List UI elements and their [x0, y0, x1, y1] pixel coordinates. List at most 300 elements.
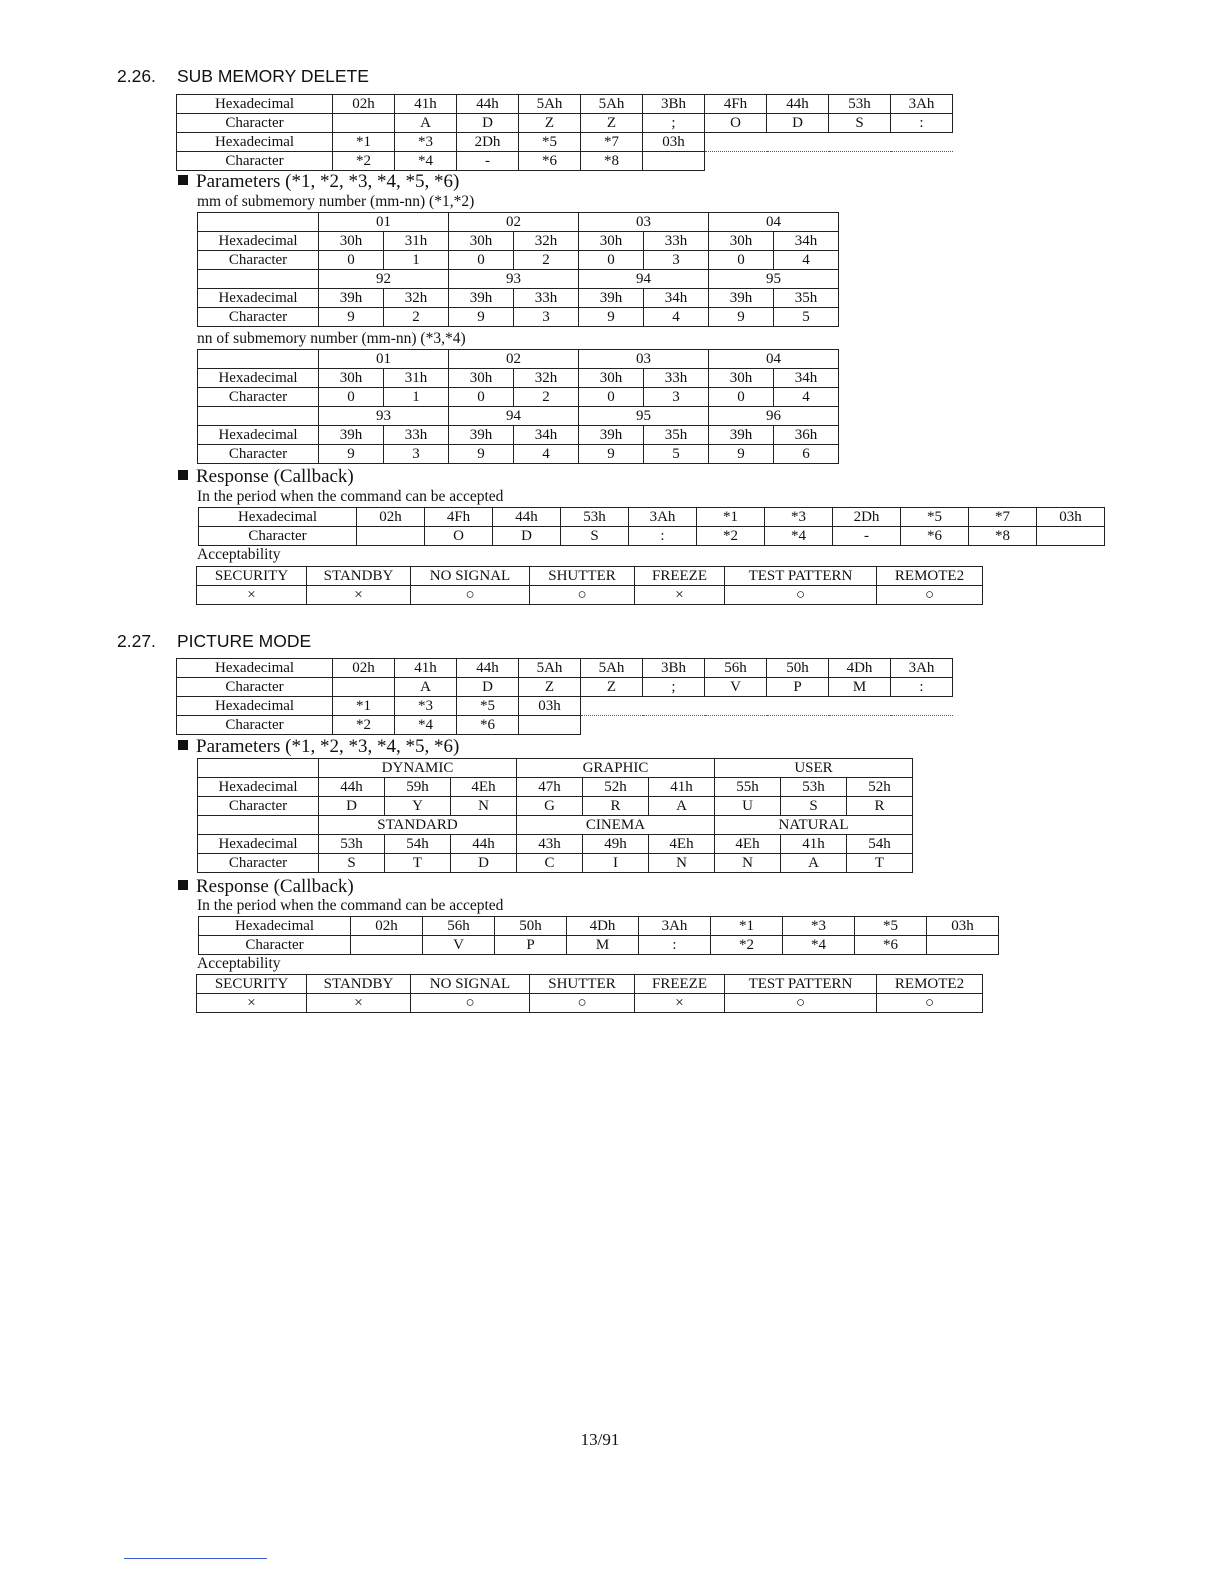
row-label: Hexadecimal: [198, 835, 319, 854]
group-label: 94: [579, 270, 709, 289]
table-cell: *3: [395, 697, 457, 716]
table-cell: 43h: [517, 835, 583, 854]
table-cell: N: [649, 854, 715, 873]
table-cell: 3Ah: [629, 508, 697, 527]
table-cell: 02h: [357, 508, 425, 527]
empty-cell: [198, 407, 319, 426]
table-cell: 32h: [514, 232, 579, 251]
group-label: 02: [449, 213, 579, 232]
table-cell: [351, 936, 423, 955]
empty-cell: [643, 697, 705, 716]
table-cell: *2: [697, 527, 765, 546]
empty-cell: [705, 133, 767, 152]
acceptability-header: SHUTTER: [530, 567, 635, 586]
row-label: Hexadecimal: [198, 426, 319, 445]
acceptability-caption: Acceptability: [197, 546, 281, 563]
acceptability-header: TEST PATTERN: [725, 567, 877, 586]
table-cell: *4: [765, 527, 833, 546]
table-cell: Z: [519, 678, 581, 697]
table-cell: 41h: [781, 835, 847, 854]
table-cell: N: [715, 854, 781, 873]
table-cell: 30h: [579, 232, 644, 251]
group-label: 03: [579, 350, 709, 369]
table-cell: 3Bh: [643, 95, 705, 114]
table-cell: T: [385, 854, 451, 873]
table-cell: 31h: [384, 369, 449, 388]
response-table: [198, 507, 1105, 546]
section-title-sub-memory-delete: [117, 66, 369, 87]
table-cell: R: [847, 797, 913, 816]
response-caption: In the period when the command can be accepted: [197, 488, 504, 505]
table-cell: Z: [581, 114, 643, 133]
empty-cell: [829, 133, 891, 152]
table-cell: 56h: [705, 659, 767, 678]
table-row: [199, 936, 999, 955]
acceptability-header: TEST PATTERN: [725, 975, 877, 994]
table-cell: [519, 716, 581, 735]
bullet-square-icon: [178, 175, 188, 185]
table-cell: Z: [519, 114, 581, 133]
table-cell: 5: [774, 308, 839, 327]
table-cell: V: [705, 678, 767, 697]
row-label: Character: [198, 854, 319, 873]
table-cell: :: [639, 936, 711, 955]
group-label: DYNAMIC: [319, 759, 517, 778]
group-label: 04: [709, 350, 839, 369]
table-cell: Y: [385, 797, 451, 816]
table-cell: 9: [319, 308, 384, 327]
group-label: 94: [449, 407, 579, 426]
acceptability-mark: ○: [411, 586, 530, 605]
table-cell: V: [423, 936, 495, 955]
table-cell: P: [495, 936, 567, 955]
row-label: Character: [198, 797, 319, 816]
table-row: [198, 350, 839, 369]
table-cell: *8: [581, 152, 643, 171]
acceptability-mark: ○: [877, 586, 983, 605]
table-cell: 53h: [829, 95, 891, 114]
table-cell: 1: [384, 388, 449, 407]
table-cell: 4: [774, 388, 839, 407]
acceptability-mark: ×: [197, 994, 307, 1013]
table-cell: A: [781, 854, 847, 873]
picture-mode-parameter-table: [197, 758, 913, 873]
group-label: GRAPHIC: [517, 759, 715, 778]
table-row: [198, 426, 839, 445]
row-label: Character: [199, 936, 351, 955]
empty-cell: [198, 816, 319, 835]
table-cell: *5: [519, 133, 581, 152]
table-row: [177, 697, 953, 716]
table-cell: 44h: [457, 95, 519, 114]
table-cell: 33h: [384, 426, 449, 445]
table-cell: *5: [901, 508, 969, 527]
table-cell: 9: [449, 308, 514, 327]
acceptability-header: NO SIGNAL: [411, 975, 530, 994]
table-cell: 0: [319, 388, 384, 407]
acceptability-header: REMOTE2: [877, 975, 983, 994]
table-cell: 3: [644, 251, 709, 270]
table-cell: G: [517, 797, 583, 816]
table-row: [197, 586, 983, 605]
mm-parameter-table: [197, 212, 839, 327]
table-cell: 5Ah: [519, 95, 581, 114]
table-cell: 4Fh: [705, 95, 767, 114]
empty-cell: [705, 716, 767, 735]
table-cell: *6: [855, 936, 927, 955]
table-cell: 33h: [644, 369, 709, 388]
picture-mode-command-table: [176, 658, 953, 735]
table-cell: [643, 152, 705, 171]
row-label: Character: [177, 678, 333, 697]
table-cell: [927, 936, 999, 955]
table-cell: 3: [644, 388, 709, 407]
table-cell: :: [629, 527, 697, 546]
table-cell: 4Dh: [567, 917, 639, 936]
table-cell: 3: [514, 308, 579, 327]
empty-cell: [767, 697, 829, 716]
group-label: 92: [319, 270, 449, 289]
empty-cell: [829, 716, 891, 735]
group-label: STANDARD: [319, 816, 517, 835]
section-number: 2.27.: [117, 631, 156, 651]
table-cell: 52h: [583, 778, 649, 797]
acceptability-mark: ○: [877, 994, 983, 1013]
table-cell: O: [705, 114, 767, 133]
empty-cell: [891, 152, 953, 171]
table-cell: S: [319, 854, 385, 873]
table-cell: 4Eh: [451, 778, 517, 797]
group-label: 95: [709, 270, 839, 289]
empty-cell: [767, 152, 829, 171]
table-cell: 2Dh: [833, 508, 901, 527]
table-cell: *4: [395, 152, 457, 171]
table-cell: 31h: [384, 232, 449, 251]
table-cell: 30h: [579, 369, 644, 388]
table-cell: 39h: [709, 426, 774, 445]
empty-cell: [767, 716, 829, 735]
group-label: CINEMA: [517, 816, 715, 835]
table-cell: 3: [384, 445, 449, 464]
row-label: Hexadecimal: [198, 369, 319, 388]
table-row: [199, 527, 1105, 546]
table-cell: [1037, 527, 1105, 546]
row-label: Character: [177, 114, 333, 133]
table-cell: 02h: [333, 659, 395, 678]
table-cell: A: [395, 114, 457, 133]
footer-link-underline: [124, 1558, 267, 1559]
group-label: 93: [449, 270, 579, 289]
table-cell: D: [457, 678, 519, 697]
table-cell: 2: [514, 388, 579, 407]
section-title-text: SUB MEMORY DELETE: [177, 66, 369, 86]
table-cell: 44h: [451, 835, 517, 854]
table-row: [198, 213, 839, 232]
table-cell: U: [715, 797, 781, 816]
table-cell: 0: [319, 251, 384, 270]
table-cell: 03h: [519, 697, 581, 716]
table-cell: 5Ah: [519, 659, 581, 678]
table-cell: 55h: [715, 778, 781, 797]
group-label: 01: [319, 213, 449, 232]
row-label: Hexadecimal: [177, 95, 333, 114]
row-label: Hexadecimal: [177, 659, 333, 678]
table-cell: 0: [709, 251, 774, 270]
group-label: 01: [319, 350, 449, 369]
sub-memory-delete-command-table: [176, 94, 953, 171]
row-label: Hexadecimal: [199, 917, 351, 936]
table-cell: ;: [643, 114, 705, 133]
table-cell: :: [891, 678, 953, 697]
table-cell: D: [457, 114, 519, 133]
table-cell: 9: [709, 308, 774, 327]
table-cell: 52h: [847, 778, 913, 797]
acceptability-header: SECURITY: [197, 567, 307, 586]
group-label: 04: [709, 213, 839, 232]
table-cell: 33h: [644, 232, 709, 251]
response-table: [198, 916, 999, 955]
table-cell: *7: [969, 508, 1037, 527]
table-cell: 39h: [319, 426, 384, 445]
table-cell: 36h: [774, 426, 839, 445]
table-cell: 02h: [333, 95, 395, 114]
table-cell: *1: [333, 133, 395, 152]
table-row: [198, 407, 839, 426]
table-cell: M: [567, 936, 639, 955]
table-cell: 4Eh: [649, 835, 715, 854]
table-cell: 32h: [384, 289, 449, 308]
table-row: [198, 835, 913, 854]
acceptability-mark: ○: [725, 586, 877, 605]
group-label: 95: [579, 407, 709, 426]
table-cell: 34h: [774, 369, 839, 388]
table-cell: D: [451, 854, 517, 873]
table-cell: 39h: [319, 289, 384, 308]
table-cell: 6: [774, 445, 839, 464]
table-cell: A: [395, 678, 457, 697]
table-row: [198, 308, 839, 327]
table-cell: *2: [333, 716, 395, 735]
table-row: [198, 388, 839, 407]
row-label: Character: [198, 388, 319, 407]
acceptability-mark: ×: [307, 994, 411, 1013]
acceptability-mark: ○: [530, 586, 635, 605]
table-cell: ;: [643, 678, 705, 697]
table-row: [198, 854, 913, 873]
table-cell: 39h: [579, 289, 644, 308]
table-cell: 30h: [449, 232, 514, 251]
table-row: [198, 445, 839, 464]
empty-cell: [198, 759, 319, 778]
table-cell: 3Ah: [639, 917, 711, 936]
parameters-heading: Parameters (*1, *2, *3, *4, *5, *6): [178, 736, 459, 758]
table-row: [198, 232, 839, 251]
table-cell: 59h: [385, 778, 451, 797]
table-cell: I: [583, 854, 649, 873]
table-row: [198, 797, 913, 816]
acceptability-header: STANDBY: [307, 567, 411, 586]
table-cell: 30h: [319, 232, 384, 251]
row-label: Character: [177, 716, 333, 735]
table-cell: *2: [333, 152, 395, 171]
table-row: [198, 369, 839, 388]
response-caption: In the period when the command can be accepted: [197, 897, 504, 914]
acceptability-mark: ×: [635, 586, 725, 605]
nn-parameter-table: [197, 349, 839, 464]
table-cell: 32h: [514, 369, 579, 388]
empty-cell: [581, 697, 643, 716]
empty-cell: [891, 697, 953, 716]
table-cell: 02h: [351, 917, 423, 936]
table-cell: 47h: [517, 778, 583, 797]
table-row: [177, 678, 953, 697]
row-label: Hexadecimal: [177, 133, 333, 152]
acceptability-mark: ×: [197, 586, 307, 605]
table-row: [177, 133, 953, 152]
table-cell: 39h: [449, 289, 514, 308]
table-cell: 9: [579, 445, 644, 464]
table-cell: 3Ah: [891, 659, 953, 678]
table-cell: -: [833, 527, 901, 546]
table-cell: 44h: [319, 778, 385, 797]
acceptability-header: SECURITY: [197, 975, 307, 994]
empty-cell: [891, 133, 953, 152]
acceptability-header: REMOTE2: [877, 567, 983, 586]
table-row: [199, 508, 1105, 527]
table-cell: 9: [709, 445, 774, 464]
group-label: 93: [319, 407, 449, 426]
table-cell: 30h: [709, 369, 774, 388]
response-heading: Response (Callback): [178, 876, 354, 898]
table-cell: 03h: [927, 917, 999, 936]
table-cell: 30h: [319, 369, 384, 388]
table-cell: M: [829, 678, 891, 697]
table-cell: 30h: [449, 369, 514, 388]
table-cell: :: [891, 114, 953, 133]
empty-cell: [767, 133, 829, 152]
table-cell: 35h: [644, 426, 709, 445]
table-cell: *6: [457, 716, 519, 735]
acceptability-mark: ×: [307, 586, 411, 605]
table-cell: [333, 114, 395, 133]
table-cell: 4: [514, 445, 579, 464]
acceptability-mark: ○: [411, 994, 530, 1013]
table-cell: 53h: [781, 778, 847, 797]
table-cell: 0: [579, 388, 644, 407]
empty-cell: [829, 697, 891, 716]
table-row: [177, 114, 953, 133]
table-cell: *4: [395, 716, 457, 735]
table-row: [198, 270, 839, 289]
acceptability-header: NO SIGNAL: [411, 567, 530, 586]
mm-caption: mm of submemory number (mm-nn) (*1,*2): [197, 193, 475, 210]
empty-cell: [198, 270, 319, 289]
group-label: 03: [579, 213, 709, 232]
acceptability-mark: ×: [635, 994, 725, 1013]
table-row: [197, 994, 983, 1013]
table-cell: 34h: [644, 289, 709, 308]
table-cell: 34h: [774, 232, 839, 251]
acceptability-table: [196, 566, 983, 605]
empty-cell: [581, 716, 643, 735]
empty-cell: [829, 152, 891, 171]
acceptability-mark: ○: [725, 994, 877, 1013]
row-label: Hexadecimal: [198, 778, 319, 797]
row-label: Hexadecimal: [199, 508, 357, 527]
section-number: 2.26.: [117, 66, 156, 86]
table-cell: 56h: [423, 917, 495, 936]
table-cell: *8: [969, 527, 1037, 546]
table-row: [198, 778, 913, 797]
table-cell: 50h: [767, 659, 829, 678]
table-cell: 3Ah: [891, 95, 953, 114]
table-cell: 4: [774, 251, 839, 270]
table-cell: 2: [384, 308, 449, 327]
table-cell: 30h: [709, 232, 774, 251]
table-cell: S: [781, 797, 847, 816]
table-cell: 0: [579, 251, 644, 270]
table-cell: N: [451, 797, 517, 816]
table-cell: 44h: [767, 95, 829, 114]
table-cell: 5Ah: [581, 659, 643, 678]
table-cell: D: [319, 797, 385, 816]
table-cell: S: [561, 527, 629, 546]
empty-cell: [705, 697, 767, 716]
empty-cell: [198, 350, 319, 369]
table-cell: 03h: [1037, 508, 1105, 527]
acceptability-header: FREEZE: [635, 567, 725, 586]
table-cell: -: [457, 152, 519, 171]
table-cell: 50h: [495, 917, 567, 936]
table-cell: *2: [711, 936, 783, 955]
table-cell: 54h: [847, 835, 913, 854]
table-cell: 2Dh: [457, 133, 519, 152]
row-label: Character: [177, 152, 333, 171]
table-row: [177, 659, 953, 678]
table-cell: S: [829, 114, 891, 133]
table-row: [177, 716, 953, 735]
row-label: Character: [198, 308, 319, 327]
bullet-square-icon: [178, 470, 188, 480]
table-cell: *3: [765, 508, 833, 527]
row-label: Character: [198, 445, 319, 464]
table-row: [177, 95, 953, 114]
table-cell: 9: [579, 308, 644, 327]
table-row: [198, 759, 913, 778]
group-label: NATURAL: [715, 816, 913, 835]
parameters-heading: Parameters (*1, *2, *3, *4, *5, *6): [178, 171, 459, 193]
table-cell: 2: [514, 251, 579, 270]
table-cell: *4: [783, 936, 855, 955]
table-cell: 5Ah: [581, 95, 643, 114]
row-label: Character: [199, 527, 357, 546]
table-cell: 03h: [643, 133, 705, 152]
table-cell: 0: [449, 388, 514, 407]
table-cell: 34h: [514, 426, 579, 445]
table-cell: 53h: [319, 835, 385, 854]
table-cell: 33h: [514, 289, 579, 308]
table-cell: C: [517, 854, 583, 873]
table-cell: *1: [697, 508, 765, 527]
row-label: Hexadecimal: [198, 289, 319, 308]
bullet-square-icon: [178, 880, 188, 890]
table-cell: 54h: [385, 835, 451, 854]
empty-cell: [705, 152, 767, 171]
table-cell: *1: [333, 697, 395, 716]
empty-cell: [891, 716, 953, 735]
table-cell: 39h: [709, 289, 774, 308]
table-cell: 44h: [493, 508, 561, 527]
